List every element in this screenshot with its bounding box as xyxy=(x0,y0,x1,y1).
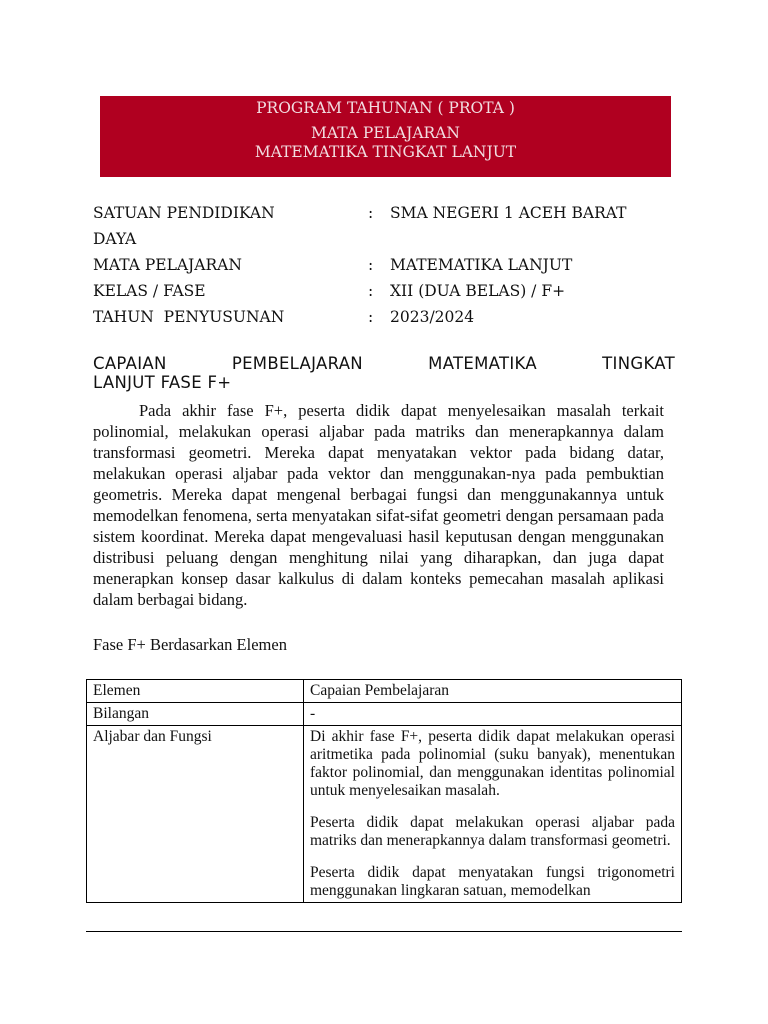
info-colon: : xyxy=(368,308,374,326)
table-bottom-border xyxy=(86,931,682,932)
info-row-kelas xyxy=(93,282,683,308)
capaian-table xyxy=(86,679,682,903)
info-value: 2023/2024 xyxy=(390,308,475,326)
table-header-capaian: Capaian Pembelajaran xyxy=(304,680,682,703)
capaian-paragraph: Pada akhir fase F+, peserta didik dapat menyelesaikan masalah terkait polinomial, melakukan operasi aljabar pada matriks dan menerapkannya dalam transformasi geometri. Mereka dapat menyatakan vektor pada bidang datar, melakukan operasi aljabar pada vektor dan menggunakan-nya pada pembuktian geometris. Mereka dapat mengenal berbagai fungsi dan menggunakannya untuk memodelkan fenomena, serta menyatakan sifat-sifat geometri dengan persamaan pada sistem koordinat. Mereka dapat mengevaluasi hasil keputusan dengan menggunakan distribusi peluang dengan menghitung nilai yang diharapkan, dan juga dapat menerapkan konsep dasar kalkulus di dalam konteks pemecahan masalah aplikasi dalam berbagai bidang. xyxy=(93,401,664,609)
info-label: TAHUN PENYUSUNAN xyxy=(93,308,285,326)
info-row-satuan xyxy=(93,204,683,256)
banner-subject-name: MATEMATIKA TINGKAT LANJUT xyxy=(254,143,517,161)
info-colon: : xyxy=(368,282,374,300)
info-row-tahun xyxy=(93,308,683,334)
table-header-row xyxy=(87,680,682,703)
info-label: SATUAN PENDIDIKAN xyxy=(93,204,275,222)
info-colon: : xyxy=(368,204,374,222)
table-cell-capaian: - xyxy=(304,703,682,726)
section-heading-line2: LANJUT FASE F+ xyxy=(93,373,232,392)
capaian-text: Peserta didik dapat melakukan operasi aljabar pada matriks dan menerapkannya dalam transformasi geometri. xyxy=(310,814,675,849)
section-heading-line1 xyxy=(93,354,675,373)
info-label-continued: DAYA xyxy=(93,230,137,248)
info-colon: : xyxy=(368,256,374,274)
info-value: SMA NEGERI 1 ACEH BARAT xyxy=(390,204,627,222)
banner-subject-label: MATA PELAJARAN xyxy=(311,124,460,142)
banner-title: PROGRAM TAHUNAN ( PROTA ) xyxy=(256,99,515,117)
table-header-elemen: Elemen xyxy=(87,680,304,703)
info-value: MATEMATIKA LANJUT xyxy=(390,256,573,274)
heading-word: CAPAIAN xyxy=(93,354,167,373)
capaian-text: Di akhir fase F+, peserta didik dapat melakukan operasi aritmetika pada polinomial (suku banyak), menentukan faktor polinomial, dan menggunakan identitas polinomial untuk menyelesaikan masalah. xyxy=(310,728,675,799)
table-viewport xyxy=(86,679,684,932)
heading-word: MATEMATIKA xyxy=(428,354,537,373)
table-row xyxy=(87,703,682,726)
title-banner xyxy=(100,96,671,177)
capaian-text: Peserta didik dapat menyatakan fungsi trigonometri menggunakan lingkaran satuan, memodelkan xyxy=(310,864,675,899)
section-heading xyxy=(93,354,675,392)
table-cell-elemen: Aljabar dan Fungsi xyxy=(87,726,304,903)
info-row-mapel xyxy=(93,256,683,282)
table-row xyxy=(87,726,682,903)
heading-word: TINGKAT xyxy=(602,354,675,373)
heading-word: PEMBELAJARAN xyxy=(231,354,363,373)
identity-info xyxy=(93,204,683,334)
table-cell-elemen: Bilangan xyxy=(87,703,304,726)
info-label: MATA PELAJARAN xyxy=(93,256,242,274)
info-value: XII (DUA BELAS) / F+ xyxy=(390,282,566,300)
table-cell-capaian xyxy=(304,726,682,903)
info-label: KELAS / FASE xyxy=(93,282,206,300)
fase-heading: Fase F+ Berdasarkan Elemen xyxy=(93,635,287,654)
